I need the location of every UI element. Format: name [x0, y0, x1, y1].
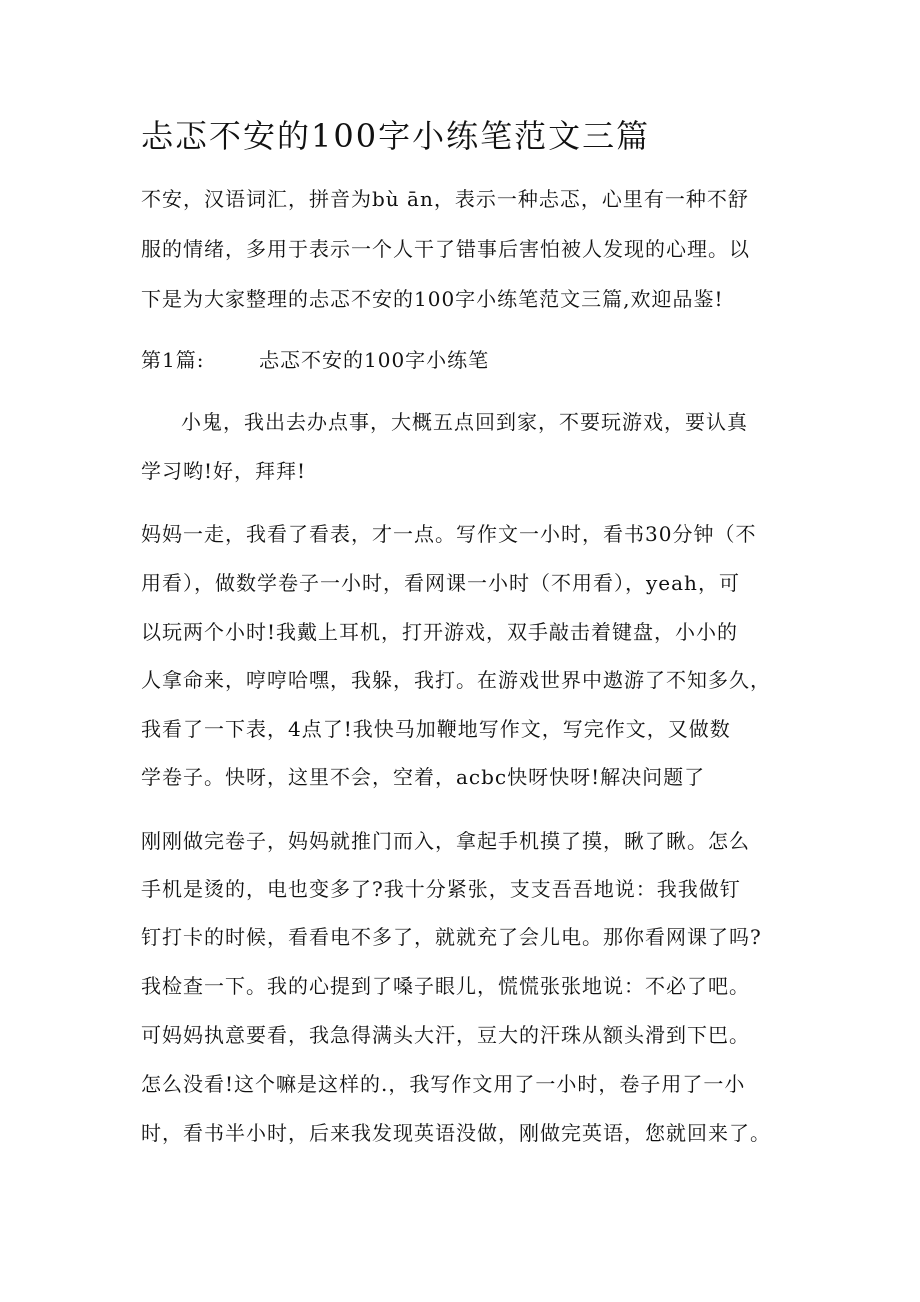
section-number: 第1篇: — [141, 348, 205, 372]
paragraph-line: 可妈妈执意要看，我急得满头大汗，豆大的汗珠从额头滑到下巴。 — [141, 1023, 750, 1047]
intro-line: 下是为大家整理的忐忑不安的100字小练笔范文三篇,欢迎品鉴! — [141, 287, 724, 311]
paragraph-line: 小鬼，我出去办点事，大概五点回到家，不要玩游戏，要认真 — [181, 410, 748, 434]
section-title: 忐忑不安的100字小练笔 — [259, 348, 490, 372]
paragraph-line: 钉打卡的时候，看看电不多了，就就充了会儿电。那你看网课了吗? — [141, 925, 762, 949]
paragraph-line: 我看了一下表，4点了!我快马加鞭地写作文，写完作文，又做数 — [141, 717, 731, 741]
paragraph-line: 用看），做数学卷子一小时，看网课一小时（不用看），yeah，可 — [141, 571, 740, 595]
intro-line: 服的情绪，多用于表示一个人干了错事后害怕被人发现的心理。以 — [141, 237, 750, 261]
paragraph-line: 刚刚做完卷子，妈妈就推门而入，拿起手机摸了摸，瞅了瞅。怎么 — [141, 829, 750, 853]
paragraph-line: 妈妈一走，我看了看表，才一点。写作文一小时，看书30分钟（不 — [141, 522, 757, 546]
paragraph-line: 人拿命来，哼哼哈嘿，我躲，我打。在游戏世界中遨游了不知多久， — [141, 668, 771, 692]
intro-line: 不安，汉语词汇，拼音为bù ān，表示一种忐忑，心里有一种不舒 — [141, 187, 749, 211]
document-title: 忐忑不安的100字小练笔范文三篇 — [141, 117, 651, 155]
paragraph-line: 怎么没看!这个嘛是这样的.，我写作文用了一小时，卷子用了一小 — [141, 1072, 746, 1096]
paragraph-line: 我检查一下。我的心提到了嗓子眼儿，慌慌张张地说：不必了吧。 — [141, 974, 750, 998]
paragraph-line: 手机是烫的，电也变多了?我十分紧张，支支吾吾地说：我我做钉 — [141, 877, 741, 901]
paragraph-line: 以玩两个小时!我戴上耳机，打开游戏，双手敲击着键盘，小小的 — [141, 620, 739, 644]
paragraph-line: 学习哟!好，拜拜! — [141, 459, 307, 483]
section-heading — [141, 345, 489, 375]
paragraph-line: 时，看书半小时，后来我发现英语没做，刚做完英语，您就回来了。 — [141, 1121, 771, 1145]
paragraph-line: 学卷子。快呀，这里不会，空着，acbc快呀快呀!解决问题了 — [141, 765, 706, 789]
